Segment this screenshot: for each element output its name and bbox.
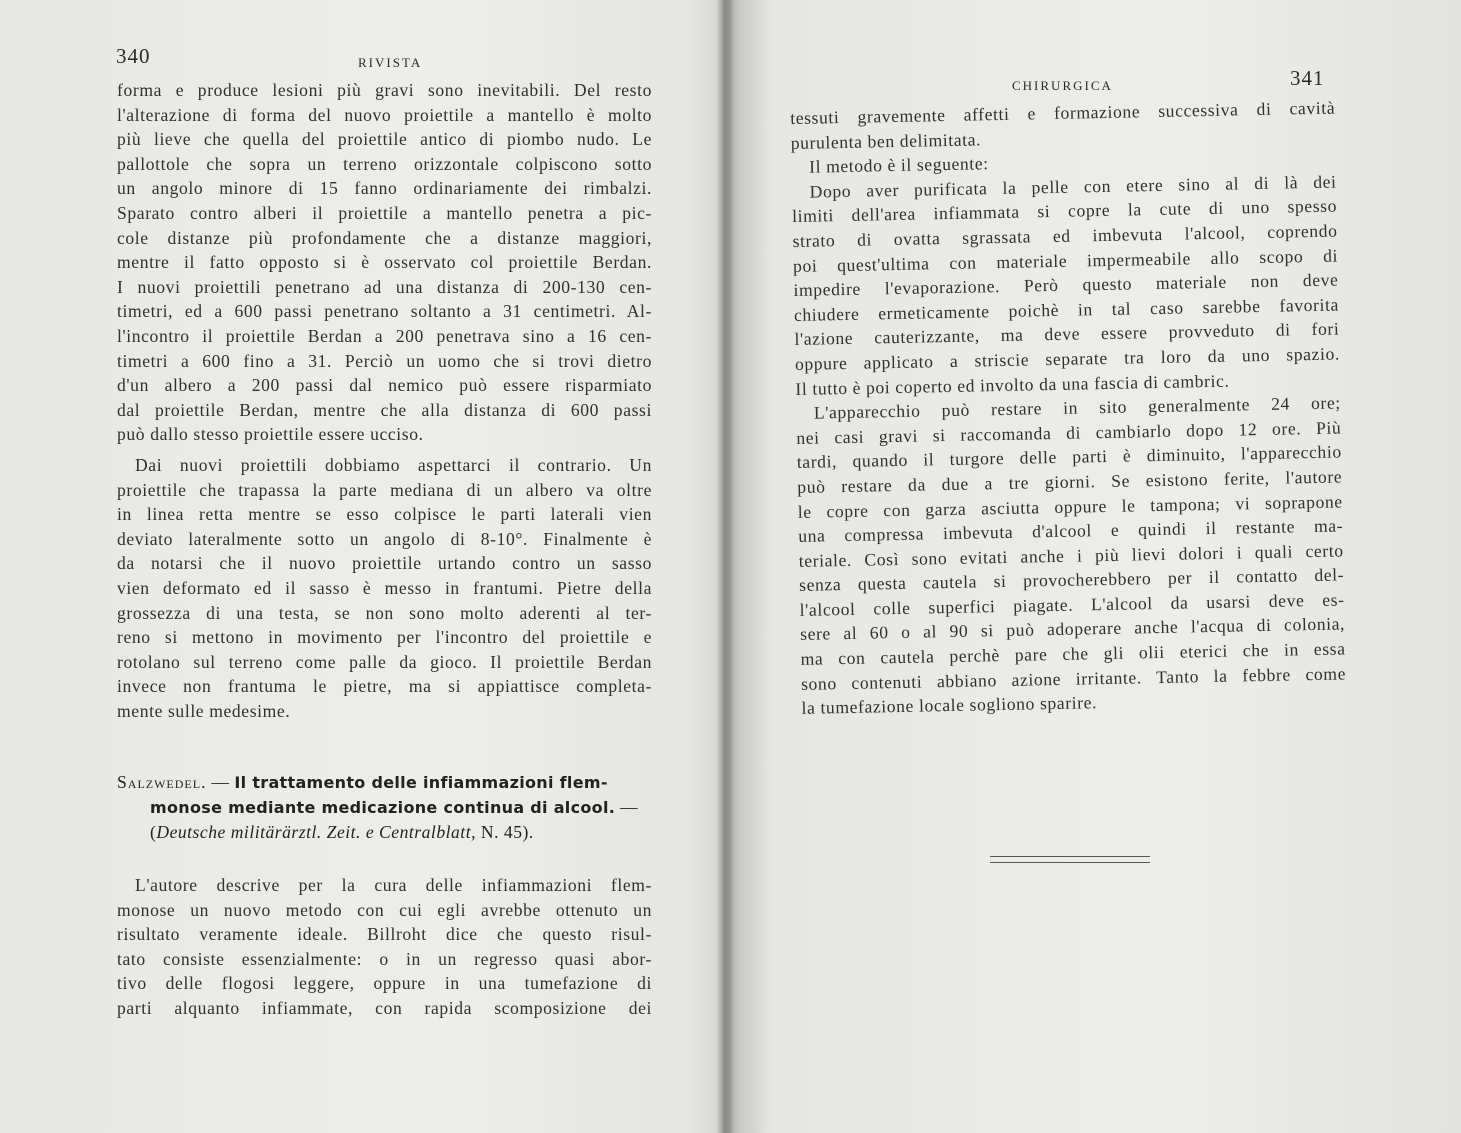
source-open-paren: ( xyxy=(150,822,157,842)
text-line: più lieve che quella del proiettile antico di piombo nudo. Le xyxy=(117,129,652,150)
text-line: impedire l'evaporazione. Però questo materiale non deve xyxy=(793,269,1339,301)
text-line: risultato veramente ideale. Billroht dice che questo risul- xyxy=(117,924,652,945)
text-line: purulenta ben delimitata. xyxy=(790,128,982,153)
text-line: in linea retta mentre se esso colpisce le parti laterali vien xyxy=(117,504,652,525)
page-number: 340 xyxy=(116,44,151,68)
text-line: chiudere ermeticamente poichè in tal caso sarebbe favorita xyxy=(793,294,1340,325)
text-line: invece non frantuma le pietre, ma si appiattisce completa- xyxy=(117,676,652,697)
text-line: rotolano sul terreno come palle da gioco. Il proiettile Berdan xyxy=(117,651,652,672)
text-line: L'autore descrive per la cura delle infiammazioni flem- xyxy=(135,875,652,895)
left-page xyxy=(0,0,720,1133)
text-line: I nuovi proiettili penetrano ad una distanza di 200-130 cen- xyxy=(117,276,652,297)
text-line: mente sulle medesime. xyxy=(117,700,291,721)
text-line: L'apparecchio può restare in sito generalmente 24 ore; xyxy=(813,392,1341,423)
body-column xyxy=(790,96,1347,721)
text-line: nei casi gravi si raccomanda di cambiarlo dopo 12 ore. Più xyxy=(796,417,1342,448)
text-line: timetri, ed a 600 passi penetrano soltanto a 31 centimetri. Al- xyxy=(117,301,652,322)
text-line: strato di ovatta sgrassata ed imbevuta l'alcool, coprendo xyxy=(792,220,1338,251)
text-line: può restare da due a tre giorni. Se esistono ferite, l'autore xyxy=(797,466,1343,497)
heading-dash: — xyxy=(211,772,230,792)
text-line: grossezza di una testa, se non sono molto aderenti al ter- xyxy=(117,602,652,623)
article-heading-line-2 xyxy=(117,795,657,820)
article-title-part-1: Il trattamento delle infiammazioni flem- xyxy=(234,773,608,792)
text-line: sere al 60 o al 90 si può adoperare anche l'acqua di colonia, xyxy=(799,613,1346,645)
text-line: Sparato contro alberi il proiettile a mantello penetra a pic- xyxy=(117,202,652,223)
body-paragraph-2 xyxy=(117,453,652,724)
text-line: ma con cautela perchè pare che gli olii eterici che in essa xyxy=(800,638,1346,669)
text-line: l'incontro il proiettile Berdan a 200 penetrava sino a 16 cen- xyxy=(117,325,652,346)
heading-dash: — xyxy=(620,797,639,817)
text-line: da notarsi che il nuovo proiettile urtando contro un sasso xyxy=(117,553,652,574)
text-line: Il metodo è il seguente: xyxy=(808,153,989,177)
source-journal: Deutsche militärärztl. Zeit. e Centralblatt, xyxy=(156,822,476,842)
text-line: le copre con garza asciutta oppure le tampona; vi soprapone xyxy=(797,490,1343,522)
article-heading xyxy=(117,770,657,845)
section-end-rule xyxy=(990,856,1150,863)
text-line: vien deformato ed il sasso è messo in frantumi. Pietre della xyxy=(117,577,652,598)
body-paragraph-3 xyxy=(117,873,652,1021)
article-author: Salzwedel. xyxy=(117,772,207,792)
text-line: l'alterazione di forma del nuovo proiettile a mantello è molto xyxy=(117,104,652,125)
article-title-part-2: monose mediante medicazione continua di alcool. xyxy=(150,798,616,817)
text-line: tivo delle flogosi leggere, oppure in una tumefazione di xyxy=(117,973,652,994)
text-line: l'alcool colle superfici piagate. L'alcool da usarsi deve es- xyxy=(799,589,1345,620)
text-line: d'un albero a 200 passi dal nemico può essere risparmiato xyxy=(117,375,652,396)
page-number: 341 xyxy=(1290,66,1325,90)
article-source xyxy=(117,820,657,845)
text-line: deviato lateralmente sotto un angolo di 8-10°. Finalmente è xyxy=(117,528,652,549)
text-line: Dopo aver purificata la pelle con etere sino al di là dei xyxy=(809,171,1337,202)
source-number: N. 45). xyxy=(480,822,534,842)
running-head: RIVISTA xyxy=(358,55,423,70)
text-line: pallottole che sopra un terreno orizzontale colpiscono sotto xyxy=(117,153,652,174)
running-head: CHIRURGICA xyxy=(1012,78,1113,93)
text-line: Il tutto è poi coperto ed involto da una fascia di cambric. xyxy=(795,370,1230,399)
text-line: Dai nuovi proiettili dobbiamo aspettarci il contrario. Un xyxy=(135,455,652,475)
text-line: poi quest'ultima con materiale impermeabile allo scopo di xyxy=(792,245,1339,276)
text-line: proiettile che trapassa la parte mediana di un albero va oltre xyxy=(117,479,652,500)
text-line: sono contenuti abbiano azione irritante. Tanto la febbre come xyxy=(800,663,1347,694)
text-line: oppure applicato a striscie separate tra loro da uno spazio. xyxy=(794,343,1341,374)
right-page xyxy=(730,0,1461,1133)
text-line: mentre il fatto opposto si è osservato col proiettile Berdan. xyxy=(117,252,652,273)
text-line: tessuti gravemente affetti e formazione successiva di cavità xyxy=(790,97,1336,128)
text-line: cole distanze più profondamente che a distanze maggiori, xyxy=(117,227,652,248)
text-line: un angolo minore di 15 fanno ordinariamente dei rimbalzi. xyxy=(117,178,652,199)
text-line: limiti dell'area infiammata si copre la cute di uno spesso xyxy=(791,195,1338,227)
text-line: senza questa cautela si provocherebbero per il contatto del- xyxy=(799,564,1345,596)
text-line: tato consiste essenzialmente: o in un regresso quasi abor- xyxy=(117,948,652,969)
text-line: può dallo stesso proiettile essere ucciso. xyxy=(117,424,424,445)
text-line: una compressa imbevuta d'alcool e quindi il restante ma- xyxy=(798,515,1344,547)
text-line: l'azione cauterizzante, ma deve essere provveduto di fori xyxy=(794,318,1340,350)
text-line: dal proiettile Berdan, mentre che alla distanza di 600 passi xyxy=(117,399,652,420)
text-line: forma e produce lesioni più gravi sono inevitabili. Del resto xyxy=(117,80,652,100)
article-heading-line-1 xyxy=(117,770,657,795)
text-line: teriale. Così sono evitati anche i più lievi dolori i quali certo xyxy=(798,540,1344,571)
text-line: tardi, quando il turgore delle parti è diminuito, l'apparecchio xyxy=(796,441,1342,473)
text-line: reno si mettono in movimento per l'incontro del proiettile e xyxy=(117,627,652,648)
text-line: parti alquanto infiammate, con rapida scomposizione dei xyxy=(117,997,652,1018)
text-line: timetri a 600 fino a 31. Perciò un uomo che si trovi dietro xyxy=(117,350,652,371)
text-line: monose un nuovo metodo con cui egli avrebbe ottenuto un xyxy=(117,899,652,920)
body-paragraph-1 xyxy=(117,78,652,447)
text-line: la tumefazione locale sogliono sparire. xyxy=(801,692,1098,719)
